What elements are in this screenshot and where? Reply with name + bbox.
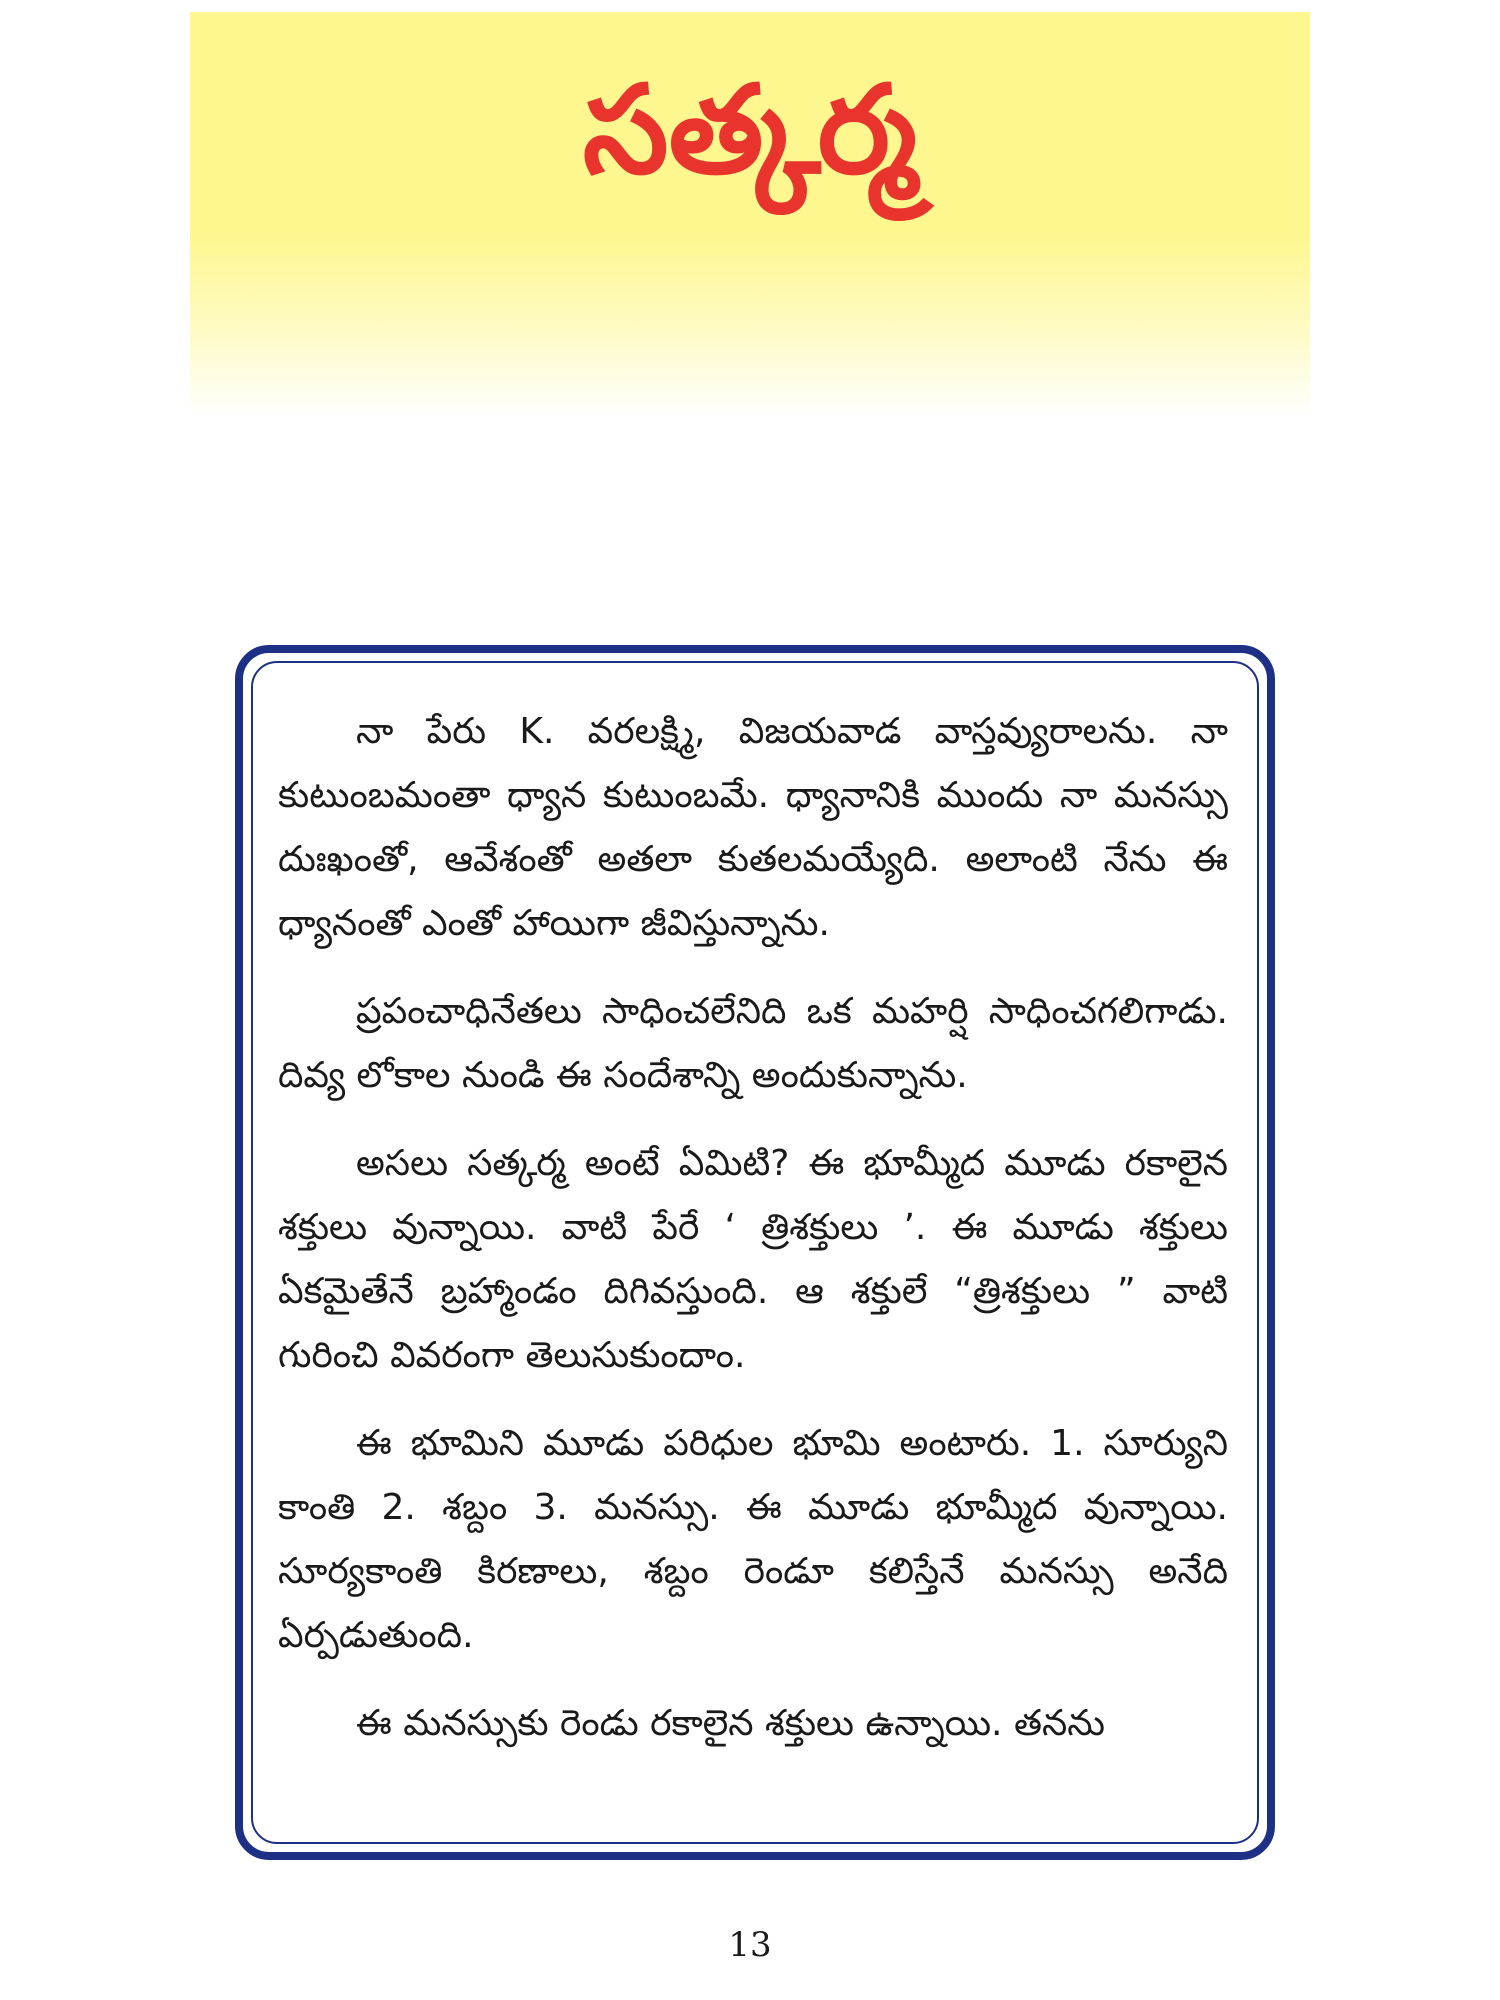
page-title: సత్కర్మ bbox=[582, 59, 918, 201]
body-text bbox=[278, 700, 1228, 1780]
title-banner bbox=[190, 12, 1310, 417]
paragraph-4: ఈ భూమిని మూడు పరిధుల భూమి అంటారు. 1. సూర్యుని కాంతి 2. శబ్దం 3. మనస్సు. ఈ మూడు భూమ్మీద వున్నాయి. సూర్యకాంతి కిరణాలు, శబ్దం రెండూ కలిస్తేనే మనస్సు అనేది ఏర్పడుతుంది. bbox=[278, 1423, 1228, 1656]
paragraph-5: ఈ మనస్సుకు రెండు రకాలైన శక్తులు ఉన్నాయి. తనను bbox=[356, 1703, 1105, 1744]
paragraph-2: ప్రపంచాధినేతలు సాధించలేనిది ఒక మహర్షి సాధించగలిగాడు. దివ్య లోకాల నుండి ఈ సందేశాన్ని అందుకున్నాను. bbox=[278, 991, 1228, 1096]
paragraph-3: అసలు సత్కర్మ అంటే ఏమిటి? ఈ భూమ్మీద మూడు రకాలైన శక్తులు వున్నాయి. వాటి పేరే ‘ త్రిశక్తులు ’. ఈ మూడు శక్తులు ఏకమైతేనే బ్రహ్మాండం దిగివస్తుంది. ఆ శక్తులే “త్రిశక్తులు ” వాటి గురించి వివరంగా తెలుసుకుందాం. bbox=[278, 1143, 1228, 1376]
page-number: 13 bbox=[728, 1925, 772, 1965]
paragraph-1: నా పేరు K. వరలక్ష్మి, విజయవాడ వాస్తవ్యురాలను. నా కుటుంబమంతా ధ్యాన కుటుంబమే. ధ్యానానికి ముందు నా మనస్సు దుఃఖంతో, ఆవేశంతో అతలా కుతలమయ్యేది. అలాంటి నేను ఈ ధ్యానంతో ఎంతో హాయిగా జీవిస్తున్నాను. bbox=[278, 711, 1228, 944]
